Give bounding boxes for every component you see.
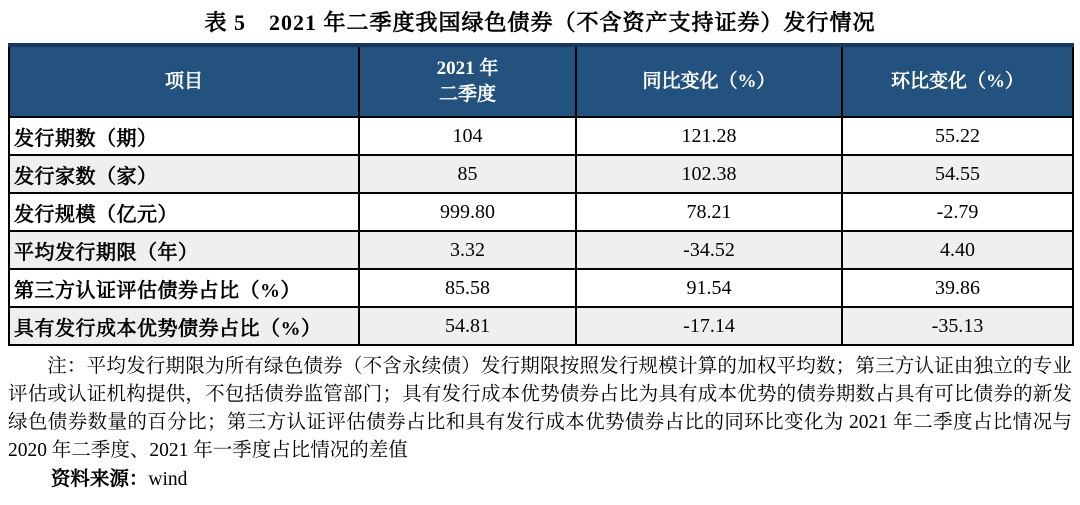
cell-value: 54.55 [842, 155, 1073, 193]
cell-value: 4.40 [842, 231, 1073, 269]
header-cell-item: 项目 [9, 45, 359, 117]
row-label-third-party-certified-share: 第三方认证评估债券占比（%） [9, 269, 359, 307]
cell-value: -2.79 [842, 193, 1073, 231]
cell-value: 54.81 [359, 307, 576, 345]
header-cell-q2-2021 [359, 45, 576, 117]
table-row [9, 117, 1073, 155]
table-row [9, 155, 1073, 193]
cell-value: 85 [359, 155, 576, 193]
cell-value: 78.21 [576, 193, 842, 231]
cell-value: 104 [359, 117, 576, 155]
table-row [9, 269, 1073, 307]
cell-value: 102.38 [576, 155, 842, 193]
row-label-issuer-count: 发行家数（家） [9, 155, 359, 193]
row-label-issue-count: 发行期数（期） [9, 117, 359, 155]
table-header-row [9, 45, 1073, 117]
cell-value: 55.22 [842, 117, 1073, 155]
cell-value: 3.32 [359, 231, 576, 269]
cell-value: 121.28 [576, 117, 842, 155]
header-cell-yoy-change: 同比变化（%） [576, 45, 842, 117]
cell-value: 39.86 [842, 269, 1073, 307]
green-bond-issuance-table [8, 43, 1074, 346]
table-row [9, 307, 1073, 345]
note-text: 平均发行期限为所有绿色债券（不含永续债）发行期限按照发行规模计算的加权平均数；第三方认证由独立的专业评估或认证机构提供，不包括债券监管部门；具有发行成本优势债券占比为具有成本优势的债券期数占具有可比债券的新发绿色债券数量的百分比；第三方认证评估债券占比和具有发行成本优势债券占比的同环比变化为 2021 年二季度占比情况与 2020 年二季度、2021 年一季度占比情况的差值 [8, 356, 1072, 461]
cell-value: -34.52 [576, 231, 842, 269]
table-row [9, 231, 1073, 269]
data-source-value: wind [148, 469, 188, 490]
row-label-avg-term: 平均发行期限（年） [9, 231, 359, 269]
cell-value: -35.13 [842, 307, 1073, 345]
row-label-issue-scale: 发行规模（亿元） [9, 193, 359, 231]
table-title: 表 5 2021 年二季度我国绿色债券（不含资产支持证券）发行情况 [204, 10, 876, 35]
data-source-label: 资料来源： [50, 469, 149, 490]
note-prefix: 注： [47, 356, 87, 377]
cell-value: 85.58 [359, 269, 576, 307]
row-label-cost-advantage-share: 具有发行成本优势债券占比（%） [9, 307, 359, 345]
cell-value: 999.80 [359, 193, 576, 231]
header-cell-q2-2021-line2: 二季度 [438, 83, 496, 105]
data-source-line [8, 465, 1072, 495]
table-row [9, 193, 1073, 231]
cell-value: 91.54 [576, 269, 842, 307]
header-cell-q2-2021-line1: 2021 年 [436, 57, 499, 79]
table-footnote [8, 353, 1072, 465]
cell-value: -17.14 [576, 307, 842, 345]
header-cell-qoq-change: 环比变化（%） [842, 45, 1073, 117]
